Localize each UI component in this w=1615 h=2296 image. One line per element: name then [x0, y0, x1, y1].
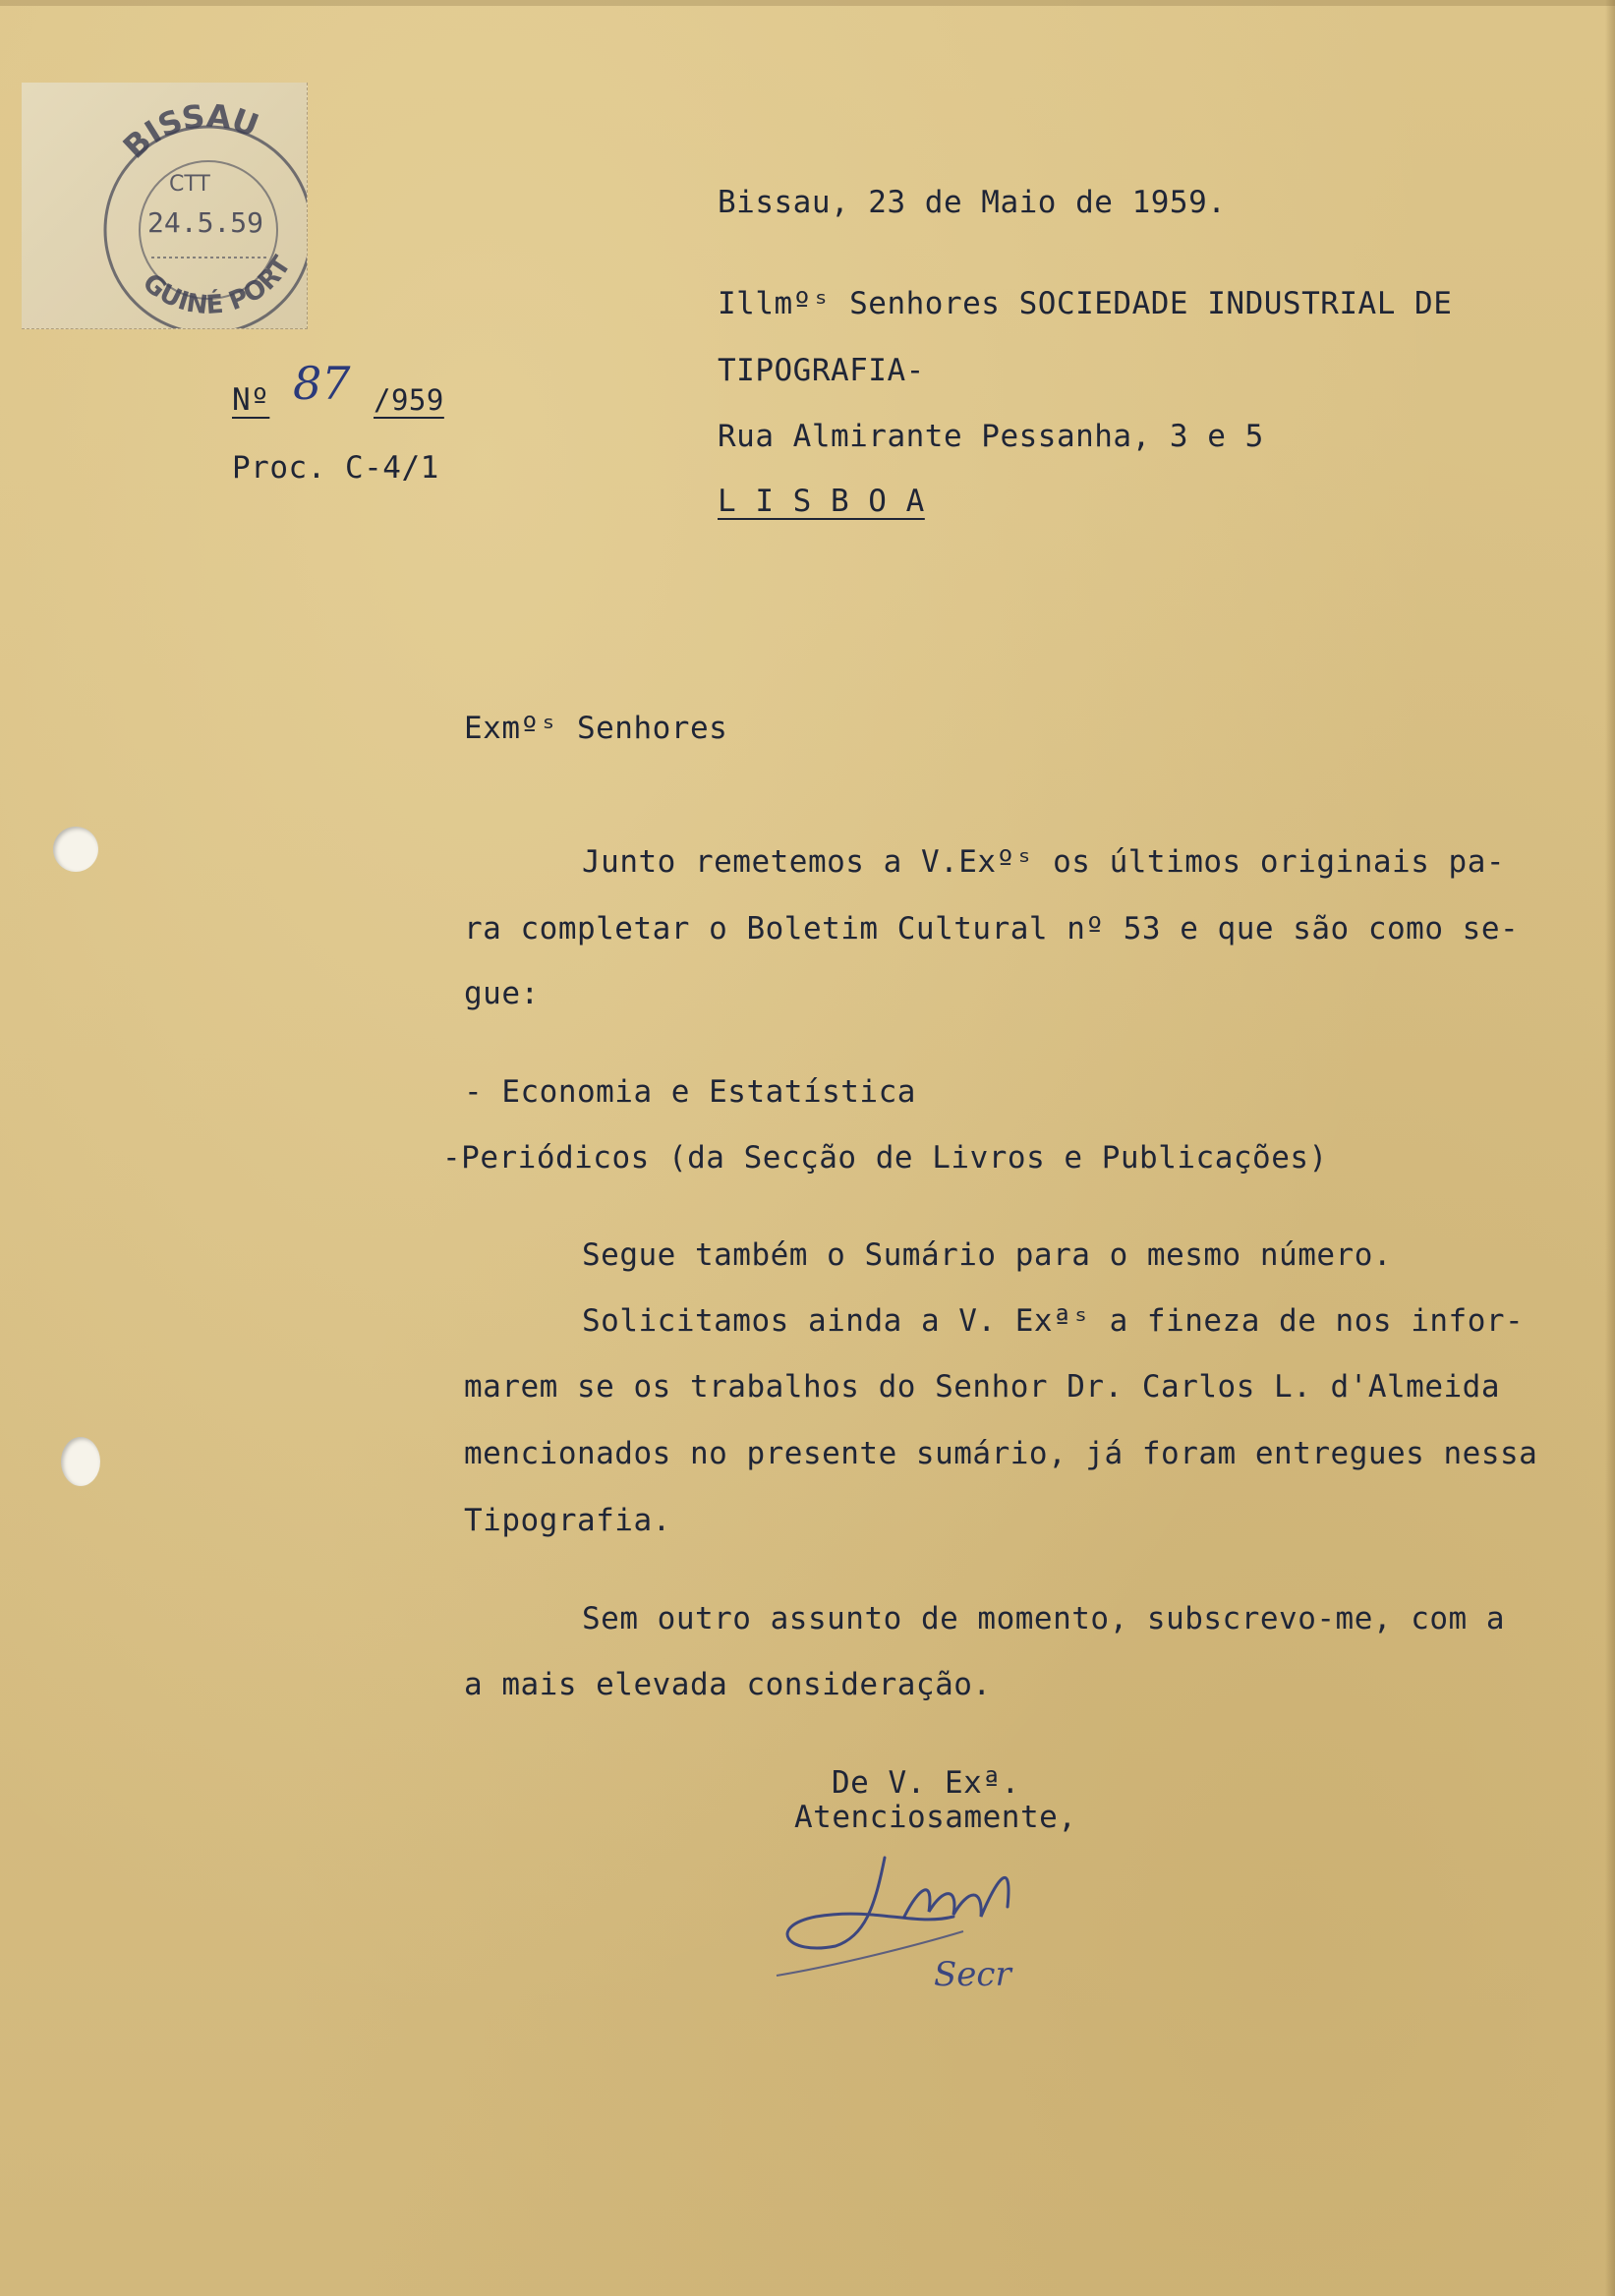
- stamp-date-text: 24.5.59: [147, 206, 264, 239]
- paragraph-3-line-1: Solicitamos ainda a V. Exªˢ a fineza de nos infor-: [582, 1303, 1525, 1339]
- paragraph-3-line-2: marem se os trabalhos do Senhor Dr. Carlos L. d'Almeida: [464, 1369, 1500, 1405]
- punch-hole-bottom: [61, 1437, 100, 1486]
- punch-hole-top: [53, 827, 98, 872]
- paragraph-1-line-2: ra completar o Boletim Cultural nº 53 e que são como se-: [464, 911, 1520, 947]
- paragraph-1-line-1: Junto remetemos a V.Exºˢ os últimos originais pa-: [582, 844, 1506, 880]
- handwritten-signature: [757, 1818, 1111, 2015]
- paragraph-3-line-4: Tipografia.: [464, 1503, 671, 1538]
- signature-title: Secr: [934, 1955, 1011, 1994]
- svg-text:87: 87: [293, 357, 351, 410]
- place-date: Bissau, 23 de Maio de 1959.: [718, 185, 1227, 220]
- closing-line-1: De V. Exª.: [832, 1765, 1020, 1801]
- paper-top-edge: [0, 0, 1615, 6]
- paragraph-3-line-3: mencionados no presente sumário, já foram entregues nessa: [464, 1436, 1538, 1471]
- recipient-line-1: Illmºˢ Senhores SOCIEDADE INDUSTRIAL DE: [718, 286, 1453, 321]
- paragraph-4-line-2: a mais elevada consideração.: [464, 1667, 992, 1702]
- salutation: Exmºˢ Senhores: [464, 711, 728, 746]
- paragraph-4-line-1: Sem outro assunto de momento, subscrevo-me, com a: [582, 1601, 1506, 1636]
- stamp-bottom-text: GUINÉ PORT: [137, 251, 298, 321]
- postmark-stamp: [22, 83, 307, 328]
- paper-right-edge: [1605, 0, 1615, 2296]
- recipient-city: L I S B O A: [718, 484, 925, 519]
- paragraph-1-line-3: gue:: [464, 976, 540, 1011]
- svg-text:BISSAU: [116, 96, 264, 165]
- list-item-periodicos: -Periódicos (da Secção de Livros e Publicações): [442, 1140, 1328, 1176]
- recipient-line-2: TIPOGRAFIA-: [718, 353, 925, 388]
- reference-number-prefix: Nº: [232, 382, 270, 418]
- stamp-top-text: BISSAU: [115, 96, 264, 166]
- reference-year-suffix: /959: [374, 383, 444, 417]
- recipient-address: Rua Almirante Pessanha, 3 e 5: [718, 419, 1264, 454]
- list-item-economia: - Economia e Estatística: [464, 1074, 916, 1110]
- closing-line-2: Atenciosamente,: [794, 1800, 1077, 1835]
- process-reference: Proc. C-4/1: [232, 450, 439, 486]
- stamp-service-text: CTT: [169, 172, 210, 197]
- paragraph-2: Segue também o Sumário para o mesmo número.: [582, 1237, 1393, 1273]
